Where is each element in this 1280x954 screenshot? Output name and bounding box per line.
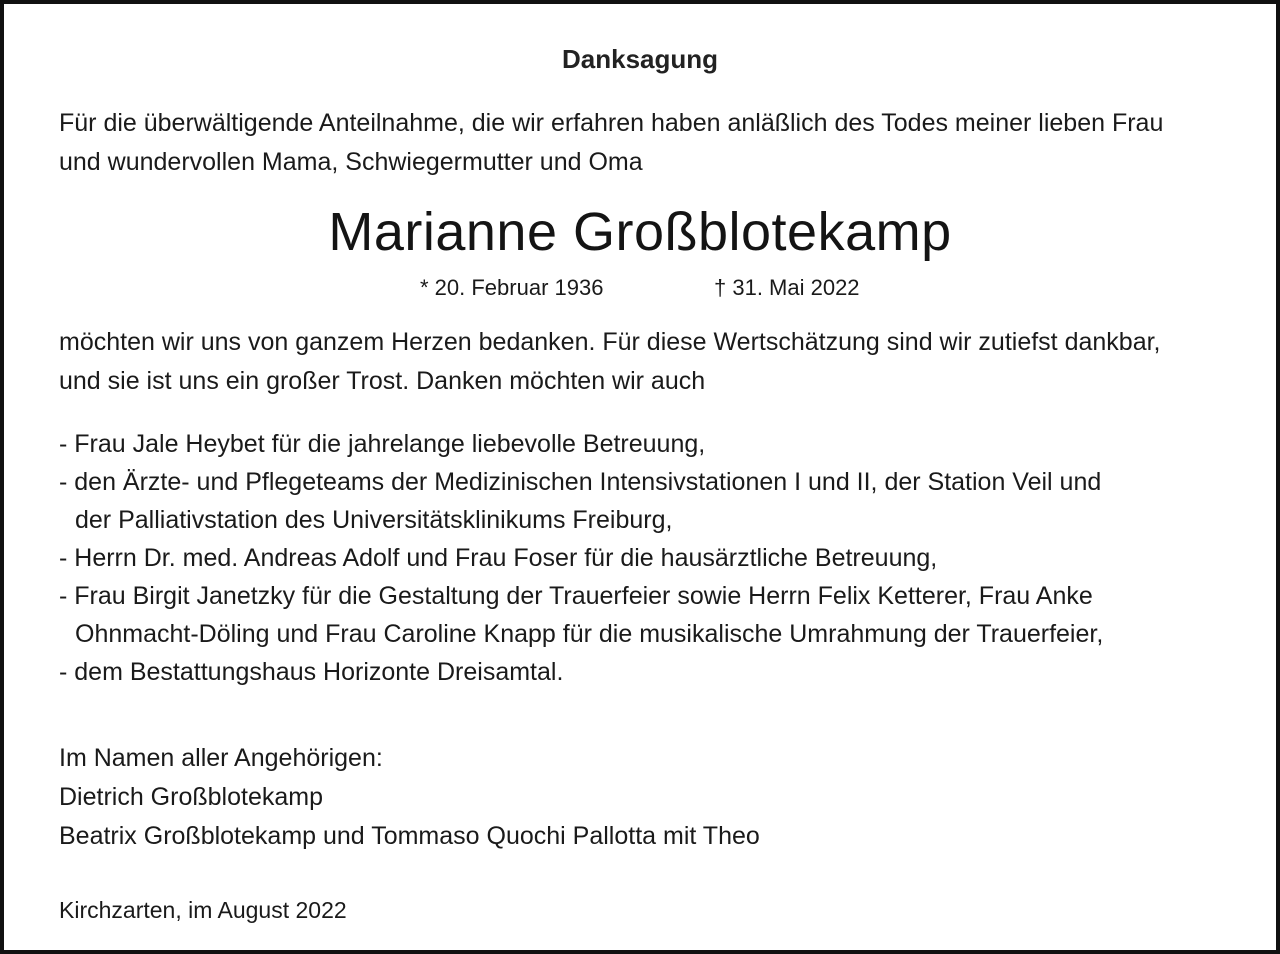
- death-date: † 31. Mai 2022: [714, 275, 860, 300]
- signoff-block: [59, 739, 1239, 856]
- birth-date: * 20. Februar 1936: [420, 275, 604, 300]
- list-item: - dem Bestattungshaus Horizonte Dreisamtal.: [59, 658, 564, 686]
- intro-line: und wundervollen Mama, Schwiegermutter und Oma: [59, 148, 643, 176]
- thanks-line: und sie ist uns ein großer Trost. Danken möchten wir auch: [59, 367, 706, 395]
- thanks-paragraph: [59, 323, 1239, 401]
- signoff-line: Beatrix Großblotekamp und Tommaso Quochi Pallotta mit Theo: [59, 822, 760, 850]
- intro-paragraph: [59, 104, 1239, 182]
- signoff-line: Im Namen aller Angehörigen:: [59, 744, 383, 772]
- list-item: - Frau Birgit Janetzky für die Gestaltung der Trauerfeier sowie Herrn Felix Ketterer, Frau Anke: [59, 582, 1093, 610]
- intro-line: Für die überwältigende Anteilnahme, die wir erfahren haben anläßlich des Todes meiner lieben Frau: [59, 109, 1164, 137]
- signoff-line: Dietrich Großblotekamp: [59, 783, 323, 811]
- thanks-line: möchten wir uns von ganzem Herzen bedanken. Für diese Wertschätzung sind wir zutiefst dankbar,: [59, 328, 1161, 356]
- list-item: - Frau Jale Heybet für die jahrelange liebevolle Betreuung,: [59, 430, 706, 458]
- list-item-continuation: der Palliativstation des Universitätsklinikums Freiburg,: [75, 506, 673, 534]
- list-item-continuation: Ohnmacht-Döling und Frau Caroline Knapp für die musikalische Umrahmung der Trauerfeier,: [75, 620, 1104, 648]
- deceased-name: Marianne Großblotekamp: [328, 202, 952, 262]
- list-item: - Herrn Dr. med. Andreas Adolf und Frau Foser für die hausärztliche Betreuung,: [59, 544, 938, 572]
- acknowledgement-list: [59, 425, 1239, 691]
- place-date: Kirchzarten, im August 2022: [59, 897, 347, 923]
- list-item: - den Ärzte- und Pflegeteams der Medizinischen Intensivstationen I und II, der Station Veil und: [59, 468, 1102, 496]
- notice-heading: Danksagung: [561, 44, 719, 74]
